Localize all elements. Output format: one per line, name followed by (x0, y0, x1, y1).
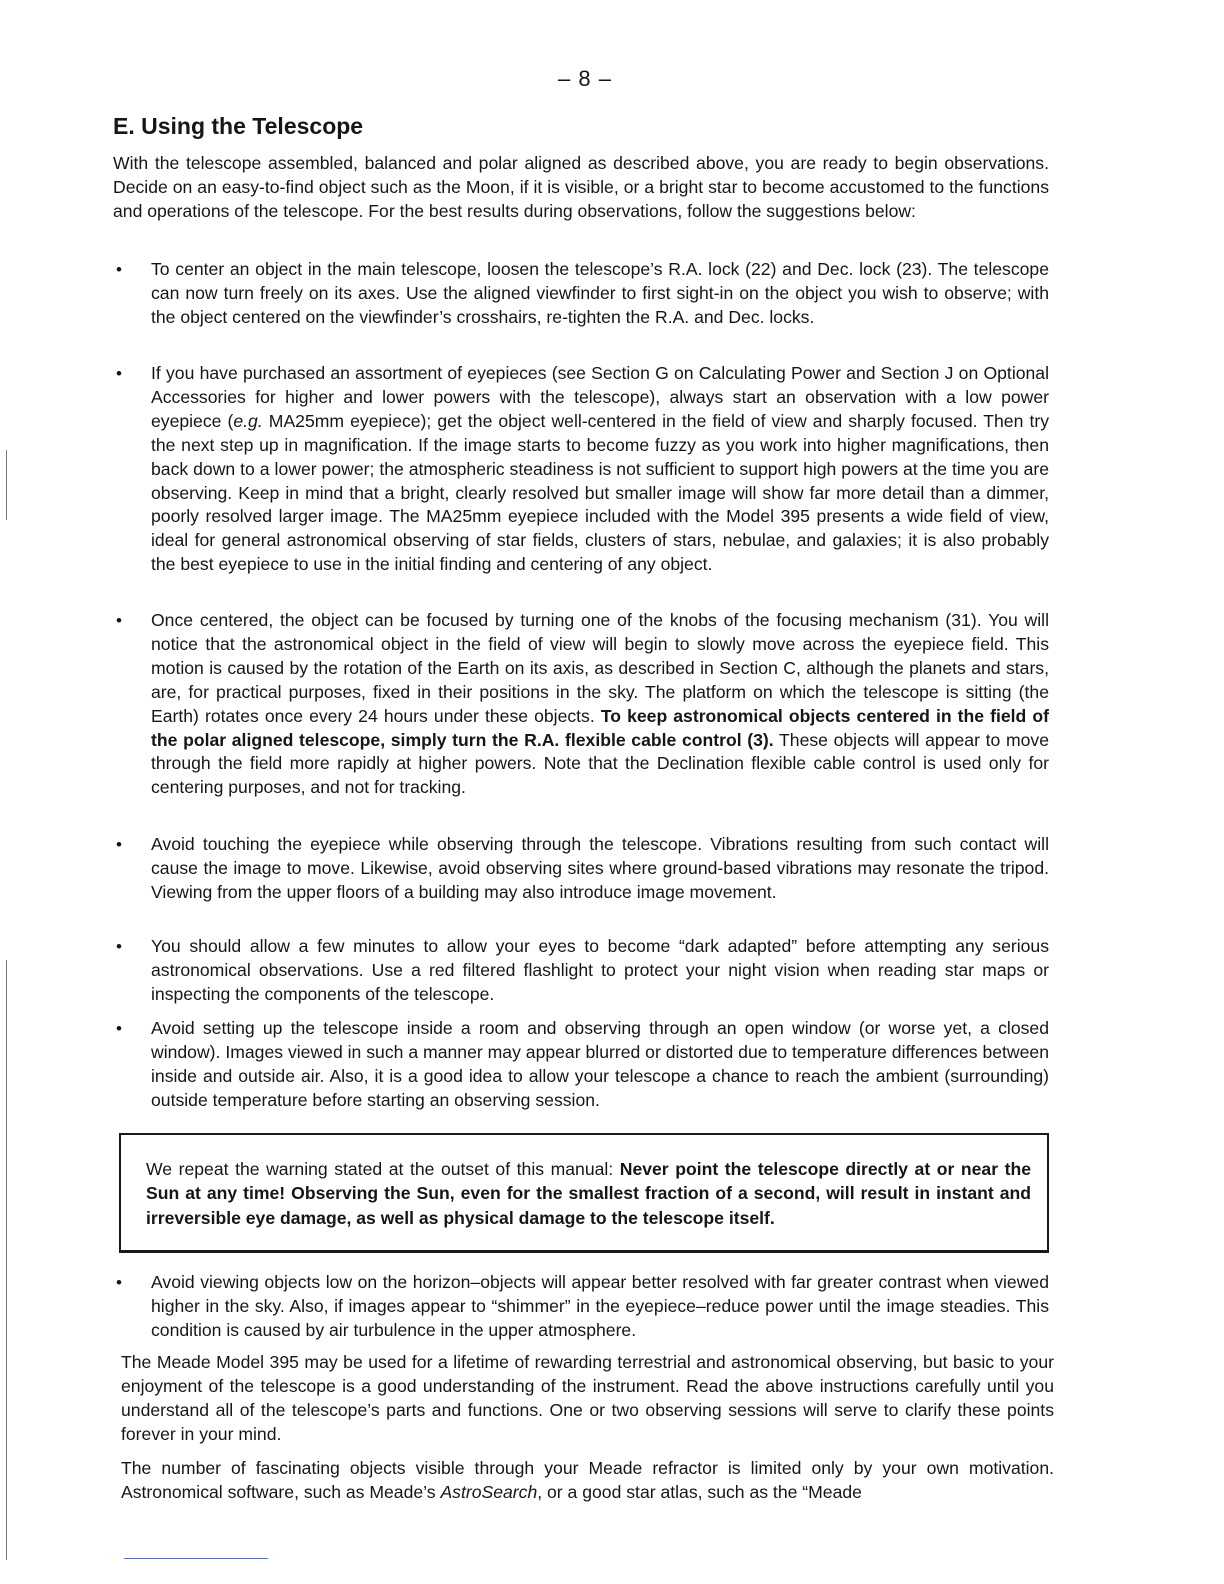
warning-text-bold: Never point the telescope directly at or near the Sun at any time! Observing the Sun, even for the smallest fraction of a second, will result in instant and irreversible eye damage, as well as physical damage to the telescope itself. (146, 1159, 1031, 1228)
bullet-icon: • (116, 364, 122, 383)
final-paragraph-italic: AstroSearch (440, 1481, 538, 1502)
bullet-item-eyepieces (113, 362, 1049, 577)
footnote-rule (124, 1558, 268, 1559)
bullet-icon: • (116, 1019, 122, 1038)
warning-box (119, 1133, 1049, 1253)
bullet-item-center-object (113, 258, 1049, 330)
warning-text (146, 1157, 1031, 1230)
bullet-text: Avoid touching the eyepiece while observing through the telescope. Vibrations resulting from such contact will cause the image to move. Likewise, avoid observing sites where ground-based vibrations may resonate the tripod. Viewing from the upper floors of a building may also introduce image movement. (151, 834, 1049, 902)
bullet-text: Avoid viewing objects low on the horizon–objects will appear better resolved with far greater contrast when viewed higher in the sky. Also, if images appear to “shimmer” in the eyepiece–reduce power until the image steadies. This condition is caused by air turbulence in the upper atmosphere. (151, 1272, 1049, 1340)
final-paragraph-part: The number of fascinating objects visible through your Meade refractor is limited only by your own motivation. Astronomical software, such as Meade’s (121, 1458, 1054, 1502)
bullet-text-part: If you have purchased an assortment of eyepieces (see Section G on Calculating Power and Section J on Optional Accessories for higher and lower powers with the telescope), always start an observation with a low power eyepiece ( (151, 363, 1049, 431)
bullet-text: To center an object in the main telescope, loosen the telescope’s R.A. lock (22) and Dec. lock (23). The telescope can now turn freely on its axes. Use the aligned viewfinder to first sight-in on the object you wish to observe; with the object centered on the viewfinder’s crosshairs, re-tighten the R.A. and Dec. locks. (151, 259, 1049, 327)
bullet-item-horizon (113, 1271, 1049, 1343)
bullet-icon: • (116, 1273, 122, 1292)
bullet-item-vibrations (113, 833, 1049, 905)
bullet-text (151, 609, 1049, 800)
bullet-text: Avoid setting up the telescope inside a room and observing through an open window (or worse yet, a closed window). Images viewed in such a manner may appear blurred or distorted due to temperature differences between inside and outside air. Also, it is a good idea to allow your telescope a chance to reach the ambient (surrounding) outside temperature before starting an observing session. (151, 1018, 1049, 1110)
bullet-text-part: MA25mm eyepiece); get the object well-centered in the field of view and sharply focused. Then try the next step up in magnification. If the image starts to become fuzzy as you work into higher magnifications, then back down to a lower power; the atmospheric steadiness is not sufficient to support high powers at the time you are observing. Keep in mind that a bright, clearly resolved but smaller image will show far more detail than a dimmer, poorly resolved larger image. The MA25mm eyepiece included with the Model 395 presents a wide field of view, ideal for general astronomical observing of star fields, clusters of stars, nebulae, and galaxies; it is also probably the best eyepiece to use in the initial finding and centering of any object. (151, 410, 1049, 575)
bullet-text-part: These objects will appear to move through the field more rapidly at higher powers. Note that the Declination flexible cable control is used only for centering purposes, and not for tracking. (151, 729, 1049, 798)
bullet-icon: • (116, 835, 122, 854)
intro-paragraph: With the telescope assembled, balanced and polar aligned as described above, you are ready to begin observations. Decide on an easy-to-find object such as the Moon, if it is visible, or a bright star to become accustomed to the functions and operations of the telescope. For the best results during observations, follow the suggestions below: (113, 153, 1049, 221)
bullet-item-window (113, 1017, 1049, 1113)
bullet-text (151, 362, 1049, 577)
final-paragraph (121, 1457, 1054, 1505)
bullet-item-dark-adapted (113, 935, 1049, 1007)
closing-paragraph: The Meade Model 395 may be used for a lifetime of rewarding terrestrial and astronomical observing, but basic to your enjoyment of the telescope is a good understanding of the instrument. Read the above instructions carefully until you understand all of the telescope’s parts and functions. One or two observing sessions will serve to clarify these points forever in your mind. (121, 1352, 1054, 1444)
bullet-text: You should allow a few minutes to allow your eyes to become “dark adapted” before attempting any serious astronomical observations. Use a red filtered flashlight to protect your night vision when reading star maps or inspecting the components of the telescope. (151, 936, 1049, 1004)
bullet-text-bold: To keep astronomical objects centered in the field of the polar aligned telescope, simply turn the R.A. flexible cable control (3). (151, 705, 1049, 750)
scan-edge-mark (6, 960, 7, 1560)
scan-edge-mark (6, 450, 7, 520)
bullet-icon: • (116, 937, 122, 956)
bullet-item-focusing (113, 609, 1049, 800)
final-paragraph-part: , or a good star atlas, such as the “Meade (537, 1481, 862, 1502)
bullet-icon: • (116, 611, 122, 630)
bullet-icon: • (116, 260, 122, 279)
section-heading: E. Using the Telescope (113, 113, 364, 139)
warning-text-plain: We repeat the warning stated at the outset of this manual: (146, 1159, 620, 1179)
bullet-text-part: Once centered, the object can be focused by turning one of the knobs of the focusing mechanism (31). You will notice that the astronomical object in the field of view will begin to slowly move across the eyepiece field. This motion is caused by the rotation of the Earth on its axis, as described in Section C, although the planets and stars, are, for practical purposes, fixed in their positions in the sky. The platform on which the telescope is sitting (the Earth) rotates once every 24 hours under these objects. (151, 610, 1049, 726)
page-number: – 8 – (558, 66, 612, 91)
bullet-text-italic: e.g. (233, 410, 263, 431)
